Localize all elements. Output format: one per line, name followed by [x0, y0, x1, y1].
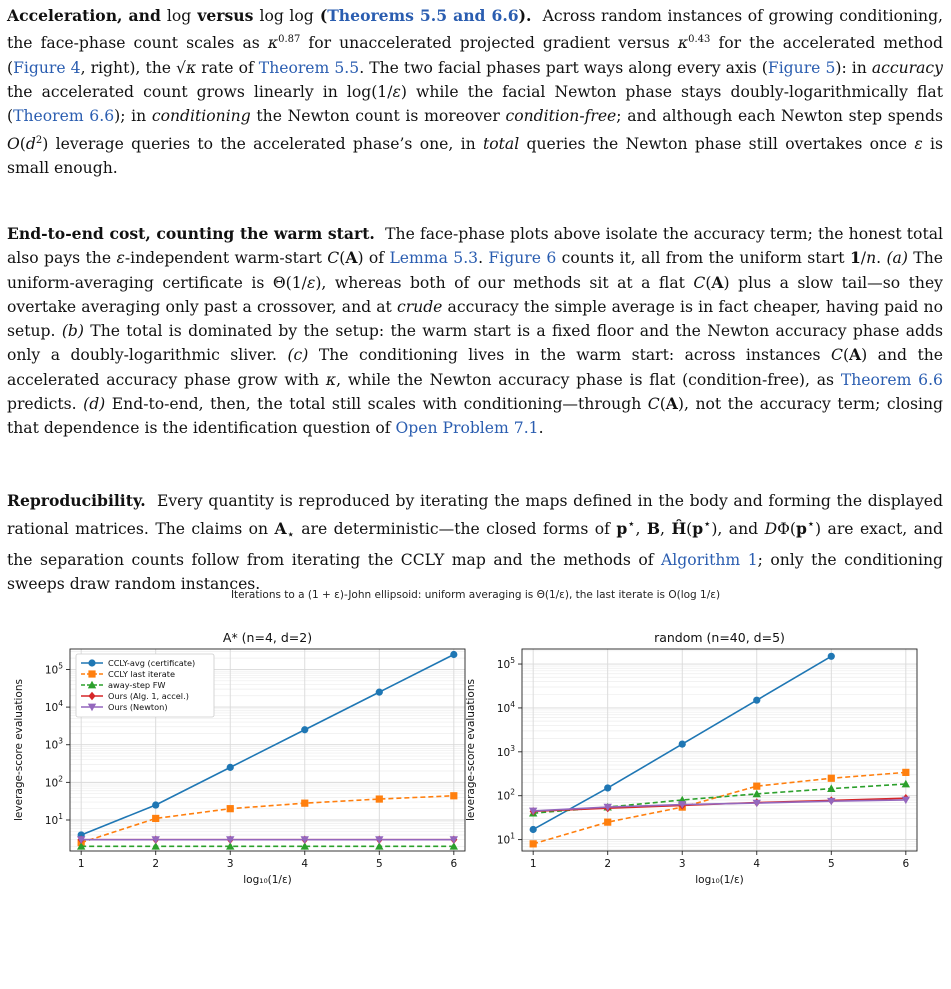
legend: [76, 654, 214, 717]
data-point: [902, 769, 909, 776]
paragraph-heading: Reproducibility.: [7, 491, 146, 510]
y-tick-label: $10^2$: [496, 787, 515, 803]
data-point: [450, 651, 457, 658]
x-tick-label: 1: [529, 858, 537, 870]
data-point: [604, 819, 611, 826]
data-point: [530, 840, 537, 847]
grid: [522, 649, 917, 851]
data-point: [753, 783, 760, 790]
legend-label: Ours (Newton): [108, 702, 168, 712]
data-point: [301, 800, 308, 807]
x-tick-label: 2: [604, 858, 612, 870]
y-tick-label: $10^1$: [496, 831, 515, 847]
series-away-step-fw: [77, 842, 458, 850]
x-tick-label: 5: [827, 858, 835, 870]
x-tick-label: 3: [678, 858, 686, 870]
data-point: [530, 826, 537, 833]
y-tick-label: $10^5$: [496, 656, 515, 672]
data-point: [376, 795, 383, 802]
legend-marker: [88, 659, 95, 666]
series-line: [81, 796, 454, 843]
chart-title: A* (n=4, d=2): [222, 630, 313, 645]
y-tick-label: $10^1$: [44, 811, 63, 827]
chart-panel-1: [13, 630, 465, 886]
data-point: [376, 689, 383, 696]
y-tick-label: $10^4$: [44, 699, 63, 715]
series-away-step-fw: [529, 780, 910, 817]
x-tick-label: 6: [902, 858, 910, 870]
data-point: [450, 792, 457, 799]
legend-label: CCLY last iterate: [108, 669, 176, 679]
data-point: [679, 740, 686, 747]
data-point: [604, 784, 611, 791]
x-tick-label: 4: [301, 858, 309, 870]
data-point: [152, 801, 159, 808]
legend-marker: [88, 670, 95, 677]
legend-label: away-step FW: [108, 680, 166, 690]
y-tick-label: $10^2$: [44, 774, 63, 790]
paragraph-heading: End-to-end cost, counting the warm start.: [7, 224, 375, 243]
figure-charts: [0, 599, 951, 989]
y-tick-label: $10^4$: [496, 699, 515, 715]
paragraph-acceleration: Acceleration, and log versus log log (Theorems 5.5 and 6.6). Across random instances of growing conditioning, the face-phase count scales as $\kappa^{0.87}$ for unaccelerated projected gradient versus $\kappa^{0.43}$ for the accelerated method (Figure 4, right), the √κ rate of Theorem 5.5. The two facial phases part ways along every axis (Figure 5): in accuracy the accelerated count grows linearly in log(1/ε) while the facial Newton phase stays doubly-logarithmically flat (Theorem 6.6); in conditioning the Newton count is moreover condition-free; and although each Newton step spends $O(d^2)$ leverage queries to the accelerated phase’s one, in total queries the Newton phase still overtakes once ε is small enough.: [7, 6, 944, 178]
legend-label: CCLY-avg (certificate): [108, 658, 196, 668]
x-axis-label: log₁₀(1/ε): [695, 874, 744, 886]
x-tick-label: 1: [77, 858, 85, 870]
x-tick-label: 5: [375, 858, 383, 870]
x-tick-label: 2: [152, 858, 160, 870]
data-point: [227, 805, 234, 812]
chart-panel-2: [465, 630, 917, 886]
series-ccly-last-iterate: [78, 792, 458, 846]
data-point: [301, 726, 308, 733]
paragraph-reproducibility: Reproducibility. Every quantity is reproduced by iterating the maps defined in the body and forming the displayed rational matrices. The claims on $A_⋆$ are deterministic—the closed forms of p⋆, B, Ĥ(p⋆), and DΦ(p⋆) are exact, and the separation counts follow from iterating the CCLY map and the methods of Algorithm 1; only the conditioning sweeps draw random instances.: [7, 491, 943, 594]
x-tick-label: 4: [753, 858, 761, 870]
y-tick-label: $10^3$: [496, 743, 515, 759]
data-point: [152, 815, 159, 822]
data-point: [753, 697, 760, 704]
y-axis-label: leverage-score evaluations: [13, 679, 25, 821]
data-point: [828, 775, 835, 782]
legend-item: [81, 669, 175, 679]
data-point: [828, 653, 835, 660]
x-tick-label: 6: [450, 858, 458, 870]
data-point: [227, 764, 234, 771]
y-tick-label: $10^5$: [44, 661, 63, 677]
y-axis-label: leverage-score evaluations: [465, 679, 477, 821]
series-ours-newton: [77, 836, 458, 844]
x-axis-label: log₁₀(1/ε): [243, 874, 292, 886]
paragraph-end-to-end: End-to-end cost, counting the warm start. The face-phase plots above isolate the accuracy term; the honest total also pays the ε-independent warm-start C(A) of Lemma 5.3. Figure 6 counts it, all from the uniform start 1/n. (a) The uniform-averaging certificate is Θ(1/ε), whereas both of our methods sit at a flat C(A) plus a slow tail—so they overtake averaging only past a crossover, and at crude accuracy the simple average is in fact cheaper, having paid no setup. (b) The total is dominated by the setup: the warm start is a fixed floor and the Newton accuracy phase adds only a doubly-logarithmic sliver. (c) The conditioning lives in the warm start: across instances C(A) and the accelerated accuracy phase grow with κ, while the Newton accuracy phase is flat (condition-free), as Theorem 6.6 predicts. (d) End-to-end, then, the total still scales with conditioning—through C(A), not the accuracy term; closing that dependence is the identification question of Open Problem 7.1.: [7, 224, 944, 438]
paragraph-heading: Acceleration, and log versus log log (Theorems 5.5 and 6.6).: [7, 6, 532, 25]
y-tick-label: $10^3$: [44, 736, 63, 752]
chart-title: random (n=40, d=5): [654, 630, 785, 645]
x-tick-label: 3: [226, 858, 234, 870]
axes-frame: [522, 649, 917, 851]
figure-suptitle: Iterations to a (1 + ε)-John ellipsoid: uniform averaging is Θ(1/ε), the last iterate is O(log 1/ε): [230, 589, 721, 601]
legend-label: Ours (Alg. 1, accel.): [108, 691, 189, 701]
